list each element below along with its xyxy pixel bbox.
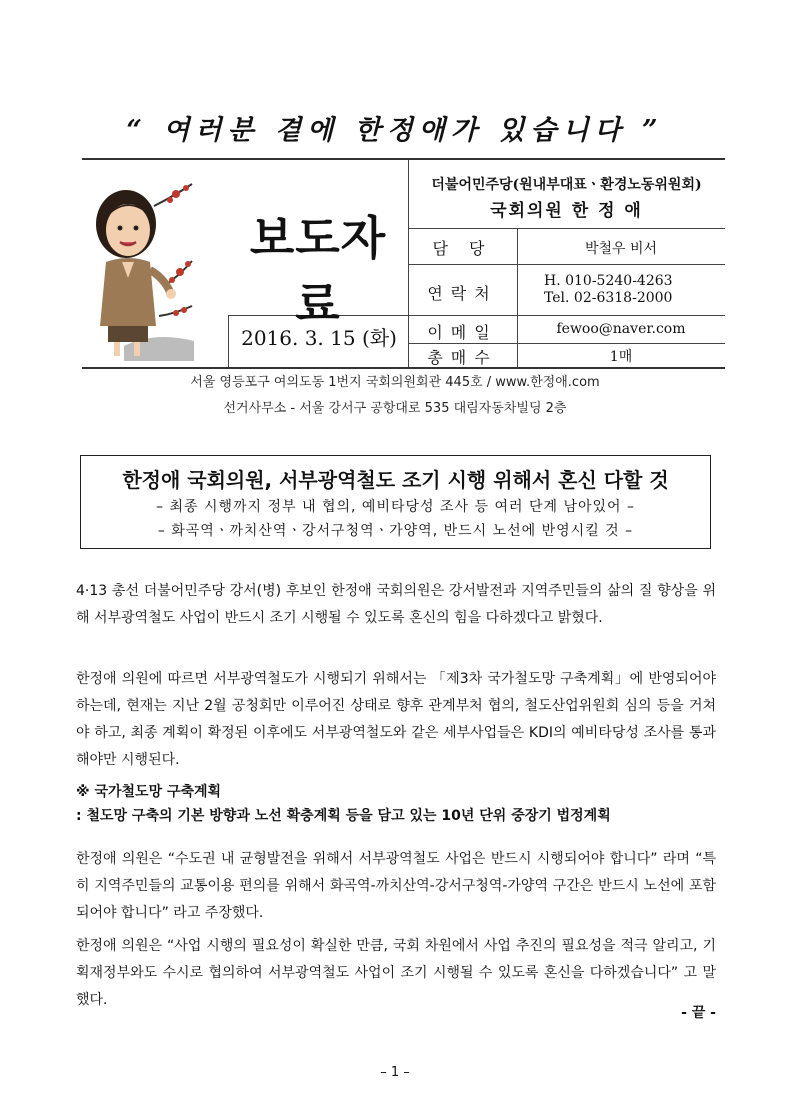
- contact-label: 연락처: [427, 284, 498, 303]
- email-link[interactable]: fewoo@naver.com: [556, 321, 686, 337]
- page-number: – 1 –: [380, 1065, 410, 1080]
- divider: [408, 228, 725, 229]
- body-paragraph: 한정애 의원은 “사업 시행의 필요성이 확실한 만큼, 국회 차원에서 사업 추진의 필요성을 적극 알리고, 기획재정부와도 수시로 협의하여 서부광역철도 사업이 조기 시행될 수 있도록 혼신을 다하겠습니다” 고 말했다.: [76, 938, 716, 1008]
- body-paragraph: 한정애 의원은 “수도권 내 균형발전을 위해서 서부광역철도 사업은 반드시 시행되어야 합니다” 라며 “특히 지역주민들의 교통이용 편의를 위해서 화곡역-까치산역-강서구청역-가양역 구간은 반드시 노선에 포함되어야 합니다” 라고 주장했다.: [76, 851, 716, 921]
- contact-label: 담 당: [432, 239, 493, 258]
- body-paragraph: 한정애 의원에 따르면 서부광역철도가 시행되기 위해서는 「제3차 국가철도망 구축계획」에 반영되어야 하는데, 현재는 지난 2월 공청회만 이루어진 상태로 향후 관계부처 협의, 철도산업위원회 심의 등을 거쳐야 하고, 최종 계획이 확정된 이후에도 서부광역철도와 같은 세부사업들은 KDI의 예비타당성 조사를 통과해야만 시행된다.: [76, 671, 716, 768]
- slogan: “ 여러분 곁에 한정애가 있습니다 ”: [126, 115, 664, 146]
- contact-label: 총매수: [427, 348, 498, 367]
- caricature-illustration: [84, 166, 194, 361]
- headline-box: [80, 455, 711, 549]
- headline-subtitle: – 화곡역ㆍ까치산역ㆍ강서구청역ㆍ가양역, 반드시 노선에 반영시킬 것 –: [157, 523, 634, 539]
- phone-office: Tel. 02-6318-2000: [544, 290, 673, 306]
- end-mark: - 끝 -: [681, 1005, 716, 1021]
- campaign-address: 선거사무소 - 서울 강서구 공항대로 535 대림자동차빌딩 2층: [223, 401, 567, 416]
- party-affiliation: 더불어민주당(원내부대표ㆍ환경노동위원회): [431, 177, 702, 193]
- press-release-header: [82, 158, 725, 369]
- divider: [408, 343, 725, 344]
- contact-value: 1매: [609, 349, 633, 365]
- divider: [408, 264, 725, 265]
- member-name: 국회의원 한 정 애: [490, 201, 643, 221]
- note-title: ※ 국가철도망 구축계획: [76, 784, 222, 800]
- note-description: : 철도망 구축의 기본 방향과 노선 확충계획 등을 담고 있는 10년 단위 중장기 법정계획: [76, 808, 611, 824]
- doc-type-title: 보도자료: [249, 211, 387, 331]
- contact-value: [544, 273, 752, 307]
- release-date: 2016. 3. 15 (화): [241, 326, 397, 350]
- headline-subtitle: – 최종 시행까지 정부 내 협의, 예비타당성 조사 등 여러 단계 남아있어 –: [156, 499, 635, 515]
- headline-title: 한정애 국회의원, 서부광역철도 조기 시행 위해서 혼신 다할 것: [122, 468, 669, 492]
- body-paragraph: 4·13 총선 더불어민주당 강서(병) 후보인 한정애 국회의원은 강서발전과 지역주민들의 삶의 질 향상을 위해 서부광역철도 사업이 반드시 조기 시행될 수 있도록 혼신의 힘을 다하겠다고 밝혔다.: [76, 583, 716, 626]
- phone-mobile: H. 010-5240-4263: [544, 273, 673, 289]
- contact-label: 이메일: [427, 323, 498, 342]
- contact-value: 박철우 비서: [584, 241, 658, 257]
- office-address: 서울 영등포구 여의도동 1번지 국회의원회관 445호 / www.한정애.com: [190, 375, 600, 390]
- divider: [408, 315, 725, 316]
